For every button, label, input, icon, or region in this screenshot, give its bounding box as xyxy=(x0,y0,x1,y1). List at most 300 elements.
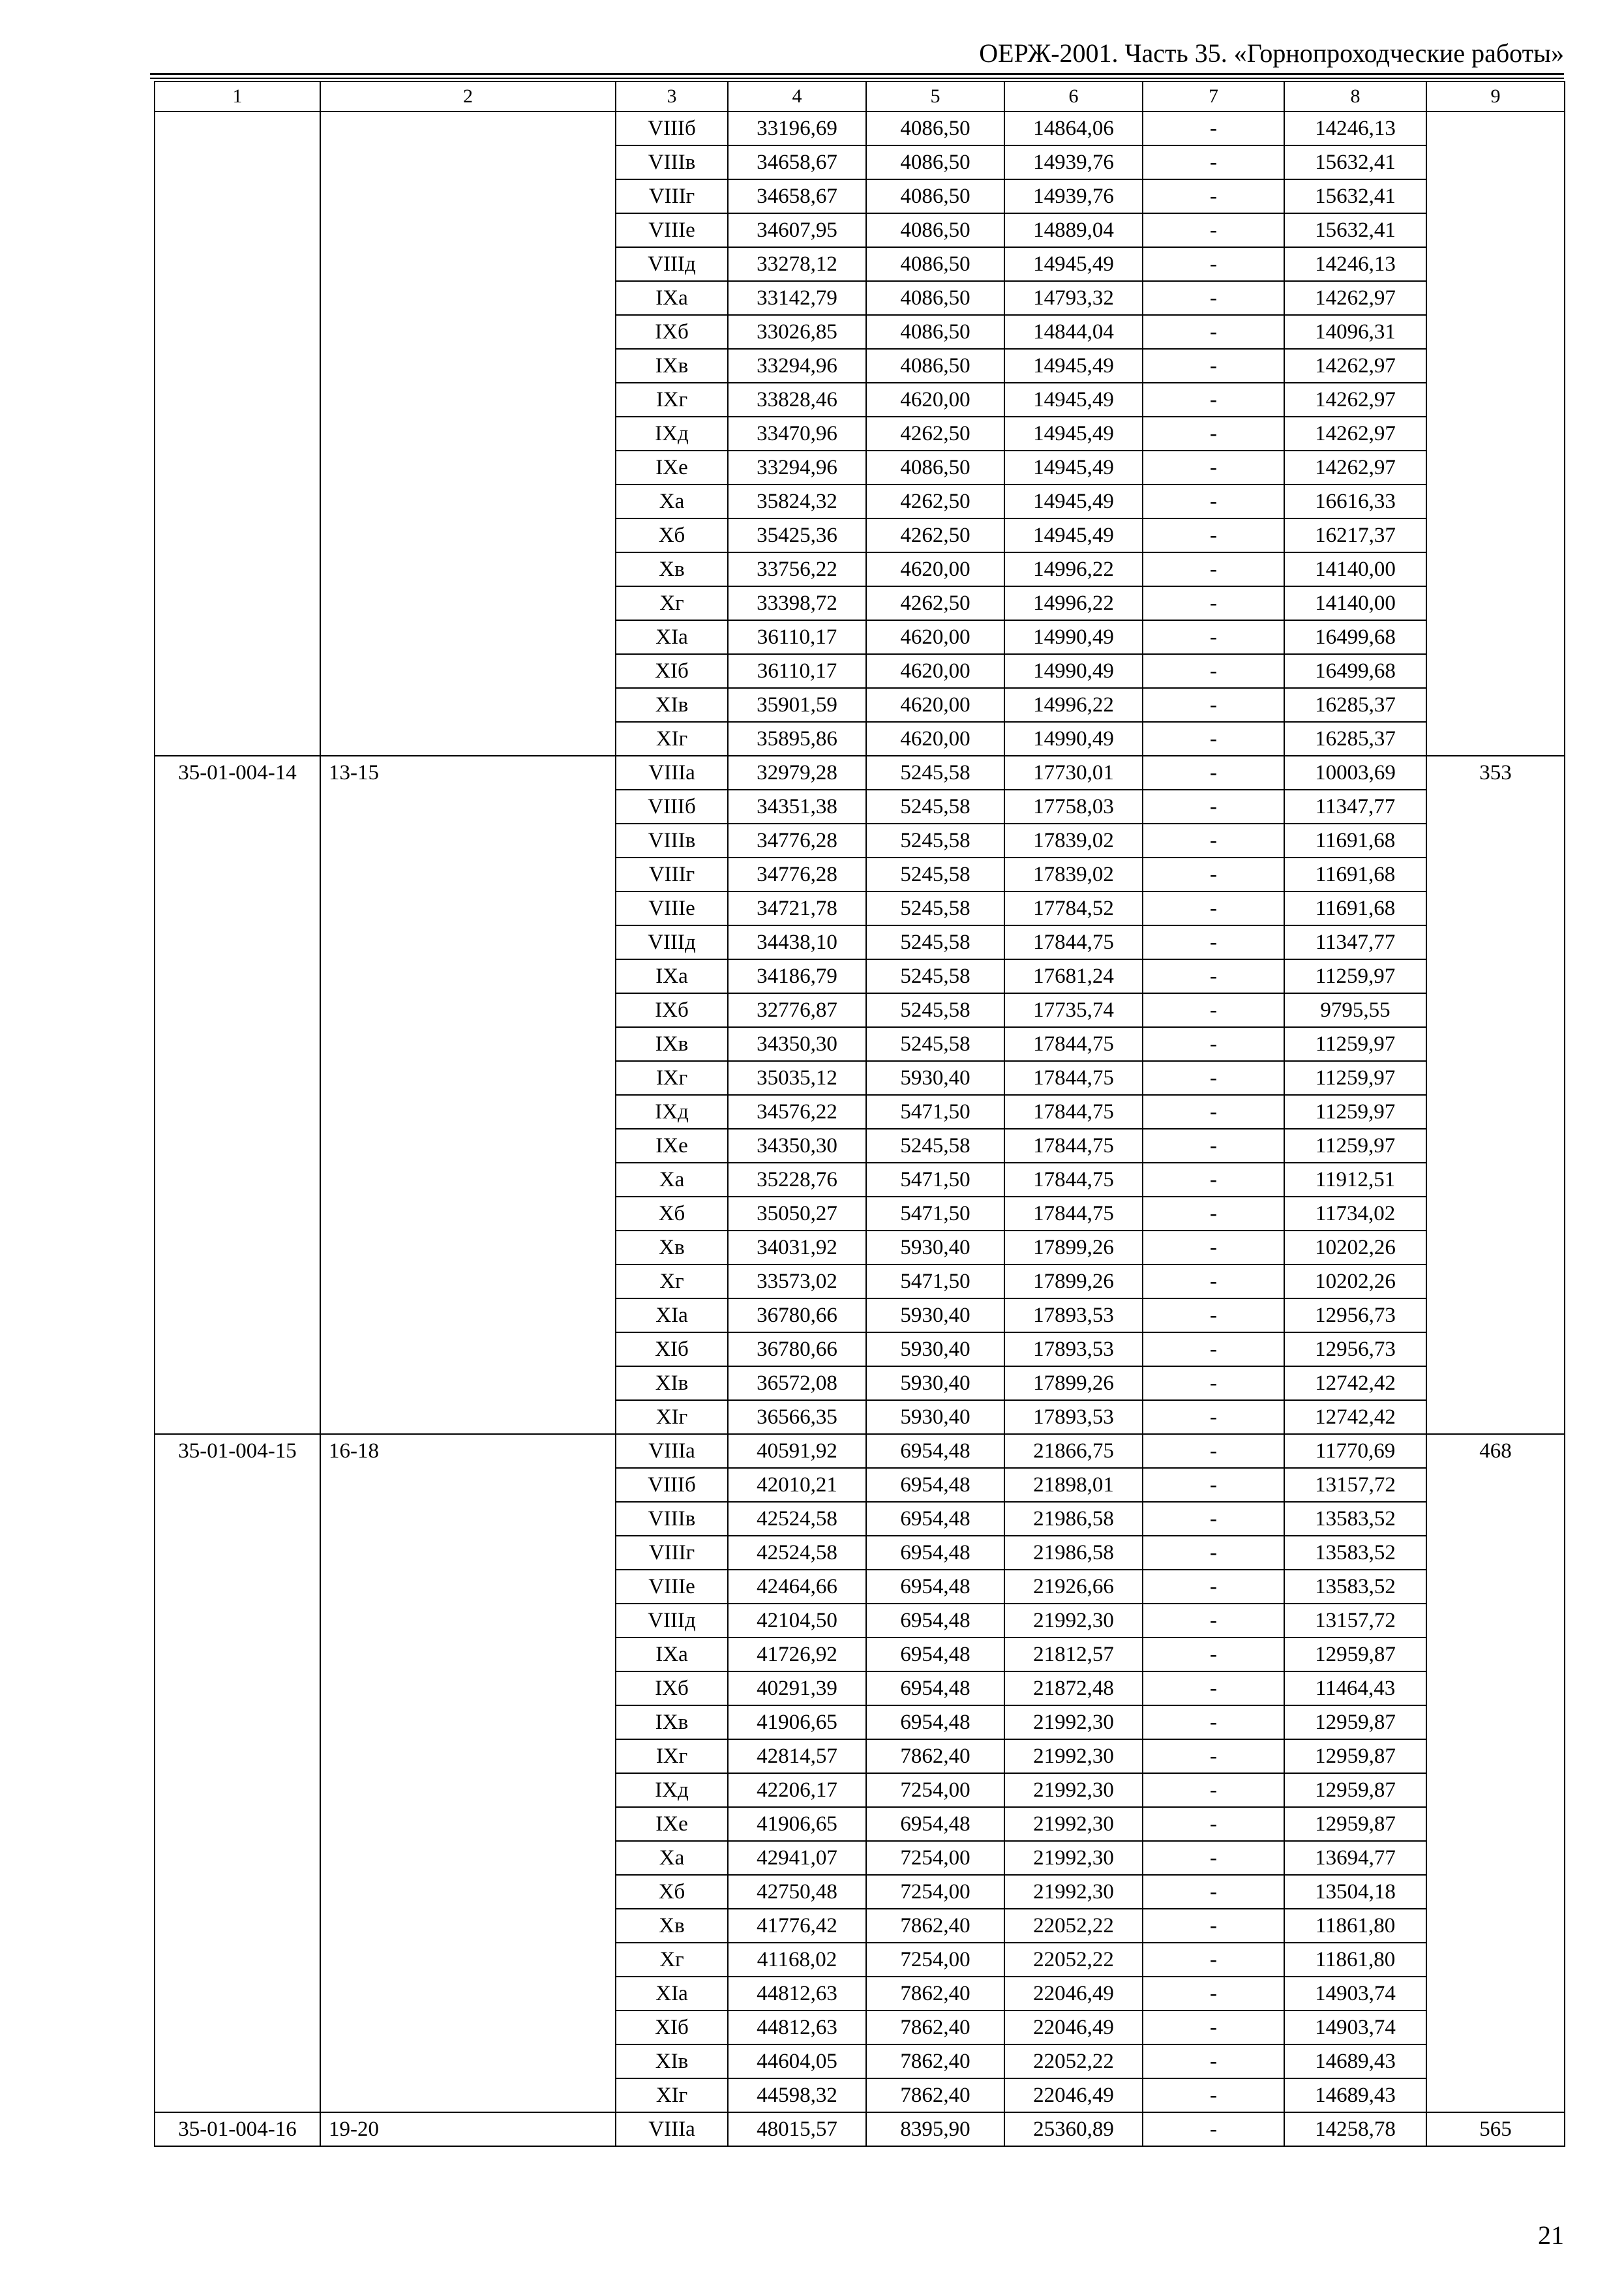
wages-cell: 5930,40 xyxy=(866,1061,1004,1095)
total-cost-cell: 32979,28 xyxy=(728,756,866,790)
driver-wages-cell: - xyxy=(1143,891,1284,925)
machine-operation-cell: 22046,49 xyxy=(1004,2011,1143,2044)
driver-wages-cell: - xyxy=(1143,213,1284,247)
rate-code xyxy=(155,112,320,756)
soil-category-cell: IXг xyxy=(616,1061,728,1095)
materials-cell: 11770,69 xyxy=(1284,1434,1426,1468)
materials-cell: 14903,74 xyxy=(1284,2011,1426,2044)
machine-operation-cell: 21992,30 xyxy=(1004,1773,1143,1807)
driver-wages-cell: - xyxy=(1143,1298,1284,1332)
wages-cell: 4086,50 xyxy=(866,247,1004,281)
column-number: 2 xyxy=(320,82,616,112)
soil-category-cell: IXд xyxy=(616,417,728,451)
wages-cell: 5245,58 xyxy=(866,925,1004,959)
wages-cell: 5930,40 xyxy=(866,1332,1004,1366)
driver-wages-cell: - xyxy=(1143,1095,1284,1129)
materials-cell: 14140,00 xyxy=(1284,552,1426,586)
soil-category-cell: Xа xyxy=(616,1841,728,1875)
machine-operation-cell: 17893,53 xyxy=(1004,1400,1143,1434)
total-cost-cell: 44598,32 xyxy=(728,2078,866,2112)
total-cost-cell: 34658,67 xyxy=(728,179,866,213)
page-number: 21 xyxy=(1538,2221,1564,2250)
materials-cell: 10003,69 xyxy=(1284,756,1426,790)
wages-cell: 4262,50 xyxy=(866,586,1004,620)
wages-cell: 4262,50 xyxy=(866,518,1004,552)
soil-category-cell: VIIIе xyxy=(616,891,728,925)
materials-cell: 11464,43 xyxy=(1284,1671,1426,1705)
total-cost-cell: 41168,02 xyxy=(728,1943,866,1977)
total-cost-cell: 42010,21 xyxy=(728,1468,866,1502)
materials-cell: 16285,37 xyxy=(1284,688,1426,722)
materials-cell: 16499,68 xyxy=(1284,654,1426,688)
machine-operation-cell: 21898,01 xyxy=(1004,1468,1143,1502)
total-cost-cell: 34776,28 xyxy=(728,824,866,858)
soil-category-cell: Xб xyxy=(616,518,728,552)
driver-wages-cell: - xyxy=(1143,1163,1284,1197)
machine-operation-cell: 14945,49 xyxy=(1004,247,1143,281)
driver-wages-cell: - xyxy=(1143,1332,1284,1366)
driver-wages-cell: - xyxy=(1143,1671,1284,1705)
machine-operation-cell: 14945,49 xyxy=(1004,485,1143,518)
driver-wages-cell: - xyxy=(1143,925,1284,959)
materials-cell: 14262,97 xyxy=(1284,281,1426,315)
machine-operation-cell: 14945,49 xyxy=(1004,451,1143,485)
machine-operation-cell: 17844,75 xyxy=(1004,925,1143,959)
column-number: 7 xyxy=(1143,82,1284,112)
soil-category-cell: XIб xyxy=(616,1332,728,1366)
wages-cell: 6954,48 xyxy=(866,1604,1004,1638)
table-row xyxy=(155,2112,1565,2146)
wages-cell: 5245,58 xyxy=(866,959,1004,993)
materials-cell: 14246,13 xyxy=(1284,247,1426,281)
total-cost-cell: 33573,02 xyxy=(728,1264,866,1298)
driver-wages-cell: - xyxy=(1143,1197,1284,1231)
materials-cell: 12742,42 xyxy=(1284,1366,1426,1400)
total-cost-cell: 44604,05 xyxy=(728,2044,866,2078)
machine-operation-cell: 22052,22 xyxy=(1004,1943,1143,1977)
driver-wages-cell: - xyxy=(1143,485,1284,518)
driver-wages-cell: - xyxy=(1143,2044,1284,2078)
wages-cell: 6954,48 xyxy=(866,1705,1004,1739)
materials-cell: 14096,31 xyxy=(1284,315,1426,349)
driver-wages-cell: - xyxy=(1143,2078,1284,2112)
soil-category-cell: Xг xyxy=(616,1943,728,1977)
materials-cell: 16285,37 xyxy=(1284,722,1426,756)
column-number-row xyxy=(155,82,1565,112)
machine-operation-cell: 17844,75 xyxy=(1004,1027,1143,1061)
materials-cell: 11259,97 xyxy=(1284,1129,1426,1163)
machine-operation-cell: 14990,49 xyxy=(1004,654,1143,688)
machine-operation-cell: 14864,06 xyxy=(1004,112,1143,145)
driver-wages-cell: - xyxy=(1143,1231,1284,1264)
materials-cell: 10202,26 xyxy=(1284,1231,1426,1264)
machine-operation-cell: 14996,22 xyxy=(1004,586,1143,620)
wages-cell: 5930,40 xyxy=(866,1298,1004,1332)
materials-cell: 15632,41 xyxy=(1284,179,1426,213)
soil-category-cell: IXв xyxy=(616,1027,728,1061)
machine-operation-cell: 17730,01 xyxy=(1004,756,1143,790)
total-cost-cell: 34576,22 xyxy=(728,1095,866,1129)
soil-category-cell: VIIIе xyxy=(616,213,728,247)
total-cost-cell: 40291,39 xyxy=(728,1671,866,1705)
materials-cell: 11259,97 xyxy=(1284,1095,1426,1129)
driver-wages-cell: - xyxy=(1143,315,1284,349)
table-row xyxy=(155,756,1565,790)
driver-wages-cell: - xyxy=(1143,654,1284,688)
total-cost-cell: 41906,65 xyxy=(728,1705,866,1739)
total-cost-cell: 34350,30 xyxy=(728,1129,866,1163)
wages-cell: 5471,50 xyxy=(866,1163,1004,1197)
machine-operation-cell: 14793,32 xyxy=(1004,281,1143,315)
materials-cell: 12959,87 xyxy=(1284,1739,1426,1773)
soil-category-cell: VIIIб xyxy=(616,790,728,824)
driver-wages-cell: - xyxy=(1143,722,1284,756)
materials-cell: 14262,97 xyxy=(1284,383,1426,417)
machine-operation-cell: 14889,04 xyxy=(1004,213,1143,247)
driver-wages-cell: - xyxy=(1143,858,1284,891)
driver-wages-cell: - xyxy=(1143,179,1284,213)
wages-cell: 6954,48 xyxy=(866,1570,1004,1604)
soil-category-cell: VIIIа xyxy=(616,756,728,790)
column-number: 4 xyxy=(728,82,866,112)
total-cost-cell: 36566,35 xyxy=(728,1400,866,1434)
total-cost-cell: 35824,32 xyxy=(728,485,866,518)
total-cost-cell: 42941,07 xyxy=(728,1841,866,1875)
total-cost-cell: 34031,92 xyxy=(728,1231,866,1264)
total-cost-cell: 36572,08 xyxy=(728,1366,866,1400)
total-cost-cell: 42524,58 xyxy=(728,1502,866,1536)
soil-category-cell: Xб xyxy=(616,1197,728,1231)
machine-operation-cell: 21986,58 xyxy=(1004,1502,1143,1536)
machine-operation-cell: 21866,75 xyxy=(1004,1434,1143,1468)
materials-cell: 16616,33 xyxy=(1284,485,1426,518)
soil-category-cell: XIг xyxy=(616,722,728,756)
machine-operation-cell: 17899,26 xyxy=(1004,1264,1143,1298)
wages-cell: 5471,50 xyxy=(866,1264,1004,1298)
driver-wages-cell: - xyxy=(1143,1807,1284,1841)
machine-operation-cell: 17893,53 xyxy=(1004,1332,1143,1366)
total-cost-cell: 34186,79 xyxy=(728,959,866,993)
machine-operation-cell: 21812,57 xyxy=(1004,1638,1143,1671)
wages-cell: 7254,00 xyxy=(866,1841,1004,1875)
wages-cell: 4620,00 xyxy=(866,688,1004,722)
total-cost-cell: 33196,69 xyxy=(728,112,866,145)
driver-wages-cell: - xyxy=(1143,1638,1284,1671)
machine-operation-cell: 25360,89 xyxy=(1004,2112,1143,2146)
wages-cell: 4086,50 xyxy=(866,213,1004,247)
wages-cell: 4086,50 xyxy=(866,451,1004,485)
total-cost-cell: 36780,66 xyxy=(728,1332,866,1366)
driver-wages-cell: - xyxy=(1143,1502,1284,1536)
materials-cell: 12959,87 xyxy=(1284,1773,1426,1807)
soil-category-cell: XIб xyxy=(616,654,728,688)
wages-cell: 4620,00 xyxy=(866,383,1004,417)
driver-wages-cell: - xyxy=(1143,1705,1284,1739)
materials-cell: 14258,78 xyxy=(1284,2112,1426,2146)
machine-operation-cell: 17899,26 xyxy=(1004,1366,1143,1400)
materials-cell: 16217,37 xyxy=(1284,518,1426,552)
driver-wages-cell: - xyxy=(1143,247,1284,281)
total-cost-cell: 41906,65 xyxy=(728,1807,866,1841)
wages-cell: 7862,40 xyxy=(866,1909,1004,1943)
driver-wages-cell: - xyxy=(1143,1536,1284,1570)
soil-category-cell: XIв xyxy=(616,2044,728,2078)
soil-category-cell: VIIIб xyxy=(616,1468,728,1502)
driver-wages-cell: - xyxy=(1143,518,1284,552)
materials-cell: 14689,43 xyxy=(1284,2044,1426,2078)
wages-cell: 5471,50 xyxy=(866,1197,1004,1231)
materials-cell: 12959,87 xyxy=(1284,1705,1426,1739)
soil-category-cell: IXв xyxy=(616,1705,728,1739)
soil-category-cell: IXа xyxy=(616,281,728,315)
materials-cell: 14689,43 xyxy=(1284,2078,1426,2112)
driver-wages-cell: - xyxy=(1143,1400,1284,1434)
labor-cost: 565 xyxy=(1426,2112,1565,2146)
machine-operation-cell: 17844,75 xyxy=(1004,1197,1143,1231)
total-cost-cell: 34351,38 xyxy=(728,790,866,824)
soil-category-cell: IXб xyxy=(616,1671,728,1705)
soil-category-cell: IXд xyxy=(616,1095,728,1129)
machine-operation-cell: 21986,58 xyxy=(1004,1536,1143,1570)
wages-cell: 5930,40 xyxy=(866,1231,1004,1264)
soil-category-cell: VIIIв xyxy=(616,145,728,179)
driver-wages-cell: - xyxy=(1143,1773,1284,1807)
driver-wages-cell: - xyxy=(1143,1027,1284,1061)
driver-wages-cell: - xyxy=(1143,756,1284,790)
total-cost-cell: 35050,27 xyxy=(728,1197,866,1231)
driver-wages-cell: - xyxy=(1143,1468,1284,1502)
materials-cell: 15632,41 xyxy=(1284,213,1426,247)
materials-cell: 11912,51 xyxy=(1284,1163,1426,1197)
wages-cell: 6954,48 xyxy=(866,1807,1004,1841)
soil-category-cell: IXб xyxy=(616,993,728,1027)
machine-operation-cell: 22052,22 xyxy=(1004,1909,1143,1943)
soil-category-cell: VIIIв xyxy=(616,824,728,858)
machine-operation-cell: 21992,30 xyxy=(1004,1739,1143,1773)
machine-operation-cell: 17839,02 xyxy=(1004,824,1143,858)
labor-cost: 468 xyxy=(1426,1434,1565,2112)
materials-cell: 13583,52 xyxy=(1284,1536,1426,1570)
materials-cell: 12742,42 xyxy=(1284,1400,1426,1434)
machine-operation-cell: 17735,74 xyxy=(1004,993,1143,1027)
machine-operation-cell: 17844,75 xyxy=(1004,1061,1143,1095)
total-cost-cell: 34350,30 xyxy=(728,1027,866,1061)
column-number: 5 xyxy=(866,82,1004,112)
column-number: 8 xyxy=(1284,82,1426,112)
soil-category-cell: VIIIд xyxy=(616,247,728,281)
total-cost-cell: 33398,72 xyxy=(728,586,866,620)
rate-range: 16-18 xyxy=(320,1434,616,2112)
machine-operation-cell: 17844,75 xyxy=(1004,1129,1143,1163)
soil-category-cell: IXд xyxy=(616,1773,728,1807)
machine-operation-cell: 14945,49 xyxy=(1004,349,1143,383)
total-cost-cell: 33294,96 xyxy=(728,349,866,383)
driver-wages-cell: - xyxy=(1143,112,1284,145)
soil-category-cell: Xб xyxy=(616,1875,728,1909)
total-cost-cell: 35035,12 xyxy=(728,1061,866,1095)
materials-cell: 11259,97 xyxy=(1284,1027,1426,1061)
soil-category-cell: IXв xyxy=(616,349,728,383)
wages-cell: 4262,50 xyxy=(866,485,1004,518)
soil-category-cell: VIIIб xyxy=(616,112,728,145)
wages-cell: 4086,50 xyxy=(866,145,1004,179)
materials-cell: 13157,72 xyxy=(1284,1604,1426,1638)
materials-cell: 12956,73 xyxy=(1284,1332,1426,1366)
materials-cell: 11347,77 xyxy=(1284,925,1426,959)
header-rule-thick xyxy=(150,73,1564,75)
wages-cell: 7254,00 xyxy=(866,1943,1004,1977)
header-rule-thin xyxy=(150,78,1564,79)
materials-cell: 14903,74 xyxy=(1284,1977,1426,2011)
materials-cell: 14262,97 xyxy=(1284,417,1426,451)
wages-cell: 4620,00 xyxy=(866,620,1004,654)
total-cost-cell: 42524,58 xyxy=(728,1536,866,1570)
soil-category-cell: IXг xyxy=(616,1739,728,1773)
total-cost-cell: 33470,96 xyxy=(728,417,866,451)
wages-cell: 7254,00 xyxy=(866,1875,1004,1909)
materials-cell: 11734,02 xyxy=(1284,1197,1426,1231)
soil-category-cell: IXе xyxy=(616,451,728,485)
total-cost-cell: 35895,86 xyxy=(728,722,866,756)
soil-category-cell: Xв xyxy=(616,552,728,586)
soil-category-cell: XIв xyxy=(616,1366,728,1400)
total-cost-cell: 33026,85 xyxy=(728,315,866,349)
labor-cost: 353 xyxy=(1426,756,1565,1434)
wages-cell: 7862,40 xyxy=(866,1977,1004,2011)
rate-code: 35-01-004-14 xyxy=(155,756,320,1434)
rate-range: 13-15 xyxy=(320,756,616,1434)
total-cost-cell: 34776,28 xyxy=(728,858,866,891)
driver-wages-cell: - xyxy=(1143,1943,1284,1977)
driver-wages-cell: - xyxy=(1143,1434,1284,1468)
soil-category-cell: IXб xyxy=(616,315,728,349)
soil-category-cell: XIг xyxy=(616,2078,728,2112)
wages-cell: 6954,48 xyxy=(866,1536,1004,1570)
driver-wages-cell: - xyxy=(1143,1570,1284,1604)
wages-cell: 6954,48 xyxy=(866,1434,1004,1468)
materials-cell: 11861,80 xyxy=(1284,1943,1426,1977)
soil-category-cell: IXа xyxy=(616,959,728,993)
column-number: 9 xyxy=(1426,82,1565,112)
machine-operation-cell: 17681,24 xyxy=(1004,959,1143,993)
materials-cell: 13157,72 xyxy=(1284,1468,1426,1502)
driver-wages-cell: - xyxy=(1143,790,1284,824)
wages-cell: 5245,58 xyxy=(866,790,1004,824)
wages-cell: 7862,40 xyxy=(866,2011,1004,2044)
materials-cell: 11347,77 xyxy=(1284,790,1426,824)
rates-table xyxy=(154,81,1565,2147)
driver-wages-cell: - xyxy=(1143,552,1284,586)
total-cost-cell: 42814,57 xyxy=(728,1739,866,1773)
driver-wages-cell: - xyxy=(1143,620,1284,654)
column-number: 6 xyxy=(1004,82,1143,112)
column-number: 1 xyxy=(155,82,320,112)
wages-cell: 4086,50 xyxy=(866,349,1004,383)
materials-cell: 14262,97 xyxy=(1284,349,1426,383)
wages-cell: 5245,58 xyxy=(866,756,1004,790)
total-cost-cell: 42464,66 xyxy=(728,1570,866,1604)
column-number: 3 xyxy=(616,82,728,112)
machine-operation-cell: 21992,30 xyxy=(1004,1875,1143,1909)
driver-wages-cell: - xyxy=(1143,1875,1284,1909)
wages-cell: 8395,90 xyxy=(866,2112,1004,2146)
soil-category-cell: Xг xyxy=(616,1264,728,1298)
driver-wages-cell: - xyxy=(1143,1739,1284,1773)
wages-cell: 5245,58 xyxy=(866,891,1004,925)
soil-category-cell: IXе xyxy=(616,1807,728,1841)
materials-cell: 14262,97 xyxy=(1284,451,1426,485)
soil-category-cell: XIа xyxy=(616,620,728,654)
table-row xyxy=(155,112,1565,145)
wages-cell: 5245,58 xyxy=(866,858,1004,891)
total-cost-cell: 35425,36 xyxy=(728,518,866,552)
total-cost-cell: 44812,63 xyxy=(728,1977,866,2011)
total-cost-cell: 36110,17 xyxy=(728,654,866,688)
labor-cost xyxy=(1426,112,1565,756)
wages-cell: 4620,00 xyxy=(866,552,1004,586)
soil-category-cell: XIг xyxy=(616,1400,728,1434)
soil-category-cell: XIа xyxy=(616,1977,728,2011)
machine-operation-cell: 21992,30 xyxy=(1004,1807,1143,1841)
driver-wages-cell: - xyxy=(1143,2112,1284,2146)
driver-wages-cell: - xyxy=(1143,959,1284,993)
total-cost-cell: 35901,59 xyxy=(728,688,866,722)
driver-wages-cell: - xyxy=(1143,2011,1284,2044)
total-cost-cell: 36110,17 xyxy=(728,620,866,654)
soil-category-cell: VIIIг xyxy=(616,1536,728,1570)
materials-cell: 14246,13 xyxy=(1284,112,1426,145)
soil-category-cell: VIIIг xyxy=(616,179,728,213)
materials-cell: 12959,87 xyxy=(1284,1638,1426,1671)
wages-cell: 4086,50 xyxy=(866,281,1004,315)
machine-operation-cell: 21926,66 xyxy=(1004,1570,1143,1604)
machine-operation-cell: 22046,49 xyxy=(1004,2078,1143,2112)
soil-category-cell: XIб xyxy=(616,2011,728,2044)
total-cost-cell: 32776,87 xyxy=(728,993,866,1027)
wages-cell: 4086,50 xyxy=(866,112,1004,145)
wages-cell: 4620,00 xyxy=(866,722,1004,756)
machine-operation-cell: 17844,75 xyxy=(1004,1095,1143,1129)
soil-category-cell: IXг xyxy=(616,383,728,417)
driver-wages-cell: - xyxy=(1143,417,1284,451)
machine-operation-cell: 17899,26 xyxy=(1004,1231,1143,1264)
rate-code: 35-01-004-16 xyxy=(155,2112,320,2146)
machine-operation-cell: 14996,22 xyxy=(1004,552,1143,586)
driver-wages-cell: - xyxy=(1143,451,1284,485)
soil-category-cell: XIа xyxy=(616,1298,728,1332)
materials-cell: 11259,97 xyxy=(1284,959,1426,993)
total-cost-cell: 33278,12 xyxy=(728,247,866,281)
machine-operation-cell: 14939,76 xyxy=(1004,179,1143,213)
soil-category-cell: Xв xyxy=(616,1909,728,1943)
driver-wages-cell: - xyxy=(1143,383,1284,417)
driver-wages-cell: - xyxy=(1143,1061,1284,1095)
driver-wages-cell: - xyxy=(1143,1841,1284,1875)
running-header: ОЕРЖ-2001. Часть 35. «Горнопроходческие работы» xyxy=(979,38,1564,68)
wages-cell: 6954,48 xyxy=(866,1502,1004,1536)
soil-category-cell: XIв xyxy=(616,688,728,722)
total-cost-cell: 40591,92 xyxy=(728,1434,866,1468)
driver-wages-cell: - xyxy=(1143,1366,1284,1400)
total-cost-cell: 34658,67 xyxy=(728,145,866,179)
soil-category-cell: VIIIа xyxy=(616,1434,728,1468)
materials-cell: 13583,52 xyxy=(1284,1502,1426,1536)
driver-wages-cell: - xyxy=(1143,1129,1284,1163)
materials-cell: 13504,18 xyxy=(1284,1875,1426,1909)
driver-wages-cell: - xyxy=(1143,145,1284,179)
total-cost-cell: 42750,48 xyxy=(728,1875,866,1909)
wages-cell: 5245,58 xyxy=(866,1129,1004,1163)
